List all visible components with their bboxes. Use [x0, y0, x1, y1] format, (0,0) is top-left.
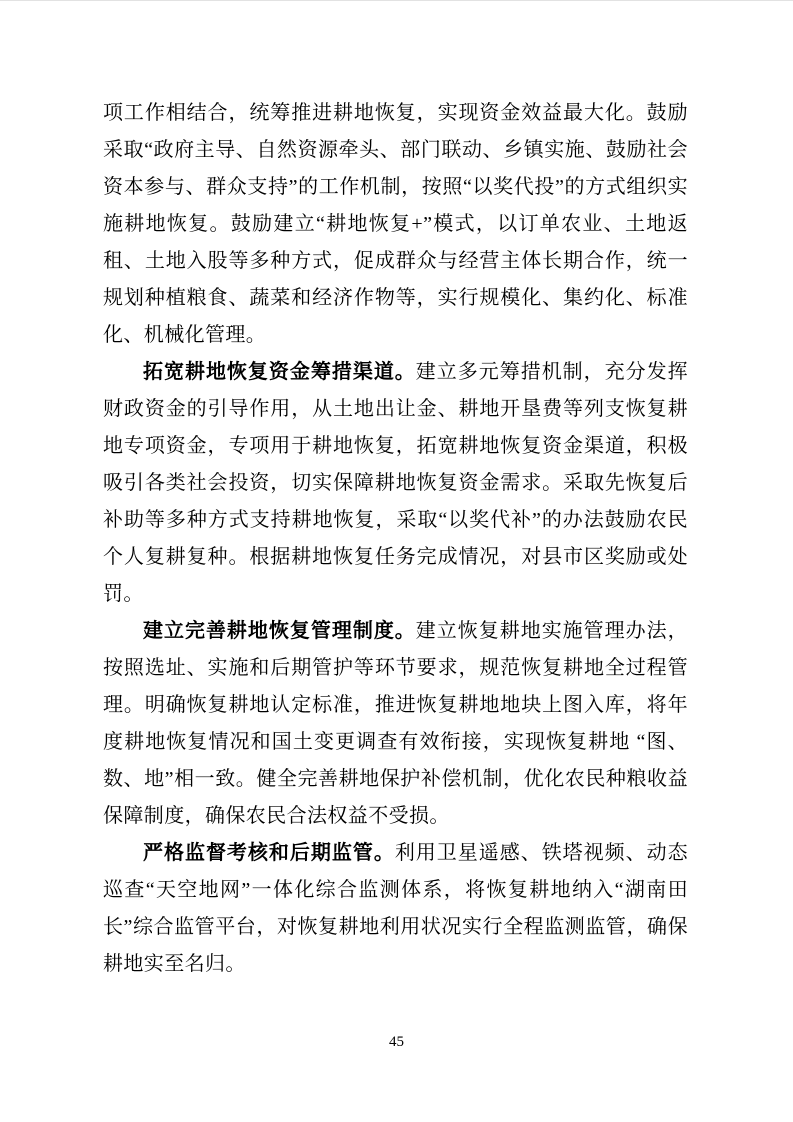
paragraph-2	[103, 354, 688, 613]
page-number: 45	[389, 1034, 404, 1050]
paragraph-3	[103, 613, 688, 835]
paragraph-3-lead: 建立完善耕地恢复管理制度。	[143, 620, 416, 642]
paragraph-3-text: 建立恢复耕地实施管理办法，按照选址、实施和后期管护等环节要求，规范恢复耕地全过程管理。明确恢复耕地认定标准，推进恢复耕地地块上图入库，将年度耕地恢复情况和国土变更调查有效衔接，实现恢复耕地 “图、数、地”相一致。健全完善耕地保护补偿机制，优化农民种粮收益保障制度，确保农民合法权益不受损。	[103, 620, 689, 827]
paragraph-1	[103, 95, 688, 354]
paragraph-4-text: 利用卫星遥感、铁塔视频、动态巡查“天空地网”一体化综合监测体系，将恢复耕地纳入“湖南田长”综合监管平台，对恢复耕地利用状况实行全程监测监管，确保耕地实至名归。	[103, 842, 688, 975]
page-top-edge	[0, 0, 793, 1]
page-footer	[0, 1031, 793, 1053]
paragraph-2-lead: 拓宽耕地恢复资金筹措渠道。	[143, 361, 416, 383]
document-body	[103, 95, 688, 983]
paragraph-2-text: 建立多元筹措机制，充分发挥财政资金的引导作用，从土地出让金、耕地开垦费等列支恢复耕地专项资金，专项用于耕地恢复，拓宽耕地恢复资金渠道，积极吸引各类社会投资，切实保障耕地恢复资金需求。采取先恢复后补助等多种方式支持耕地恢复，采取“以奖代补”的办法鼓励农民个人复耕复种。根据耕地恢复任务完成情况，对县市区奖励或处罚。	[103, 361, 689, 605]
paragraph-4-lead: 严格监督考核和后期监管。	[143, 842, 395, 864]
paragraph-1-text: 项工作相结合，统筹推进耕地恢复，实现资金效益最大化。鼓励采取“政府主导、自然资源牵头、部门联动、乡镇实施、鼓励社会资本参与、群众支持”的工作机制，按照“以奖代投”的方式组织实施耕地恢复。鼓励建立“耕地恢复+”模式，以订单农业、土地返租、土地入股等多种方式，促成群众与经营主体长期合作，统一规划种植粮食、蔬菜和经济作物等，实行规模化、集约化、标准化、机械化管理。	[103, 102, 688, 346]
paragraph-4	[103, 835, 688, 983]
